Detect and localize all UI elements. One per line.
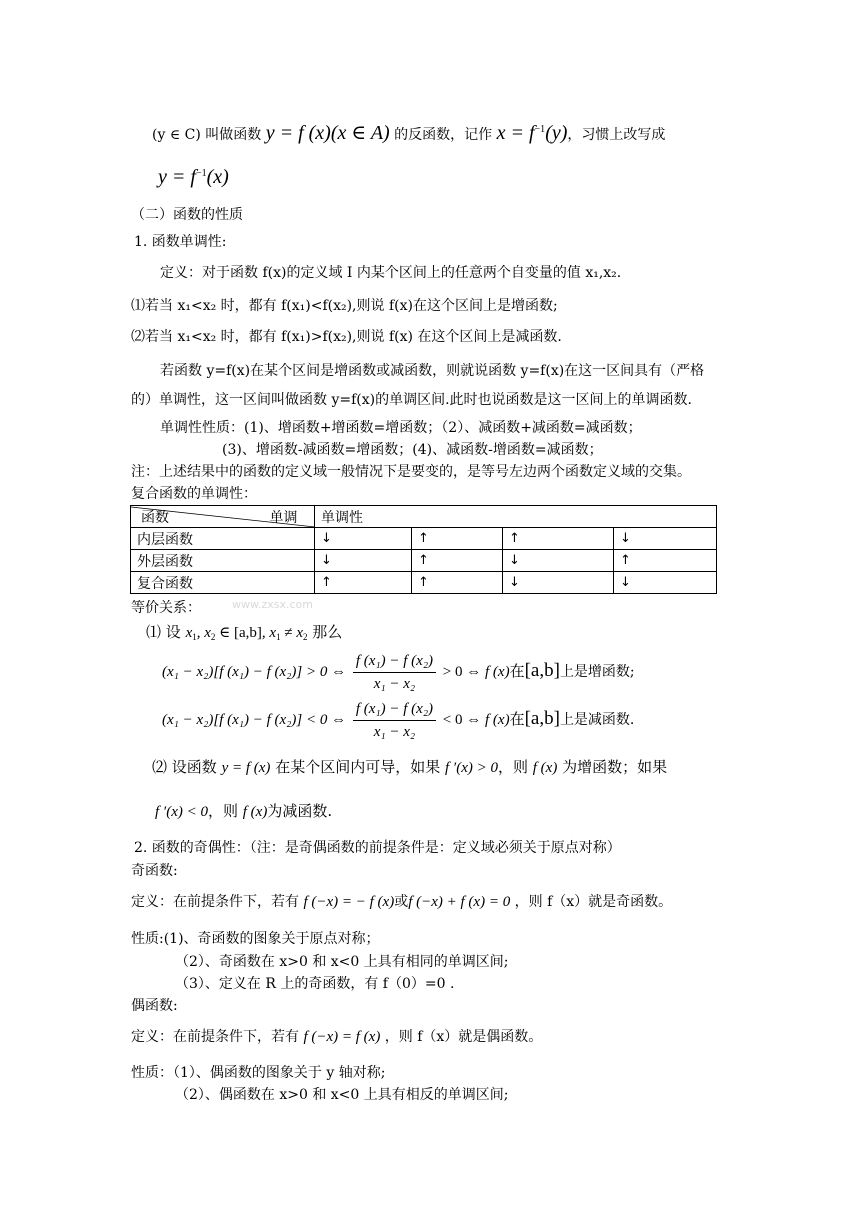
text-called-function: 叫做函数	[205, 127, 262, 143]
odd-function-title: 奇函数:	[131, 863, 178, 879]
difference-quotient: $\frac{\text{f (x₁) − f (x₂)}}{\text{x₁ − x₂}}$	[353, 652, 436, 693]
table-cell: ↑	[412, 550, 503, 572]
subsection-parity: 2. 函数的奇偶性：（注：是奇偶函数的前提条件是：定义域必须关于原点对称）	[134, 840, 621, 856]
table-cell: ↓	[503, 550, 614, 572]
monotonicity-definition: 定义：对于函数 f(x)的定义域 I 内某个区间上的任意两个自变量的值 x₁,x₂.	[160, 265, 622, 281]
header-monotone: 单调	[269, 509, 298, 526]
text-inverse-notation: 的反函数，记作	[394, 127, 493, 143]
subsection-monotonicity: 1. 函数单调性:	[134, 234, 227, 250]
table-cell: ↓	[503, 572, 614, 594]
odd-function-definition: 定义：在前提条件下，若有 f (−x) = − f (x)或f (−x) + f (x) = 0 ，则 f（x）就是奇函数。	[131, 894, 673, 910]
inverse-formula-y: $y = f^{-1}(x)$	[158, 166, 229, 188]
odd-property-3: （3）、定义在 R 上的奇函数，有 f（0）=0 .	[175, 976, 455, 992]
even-property-1: 性质：（1）、偶函数的图象关于 y 轴对称;	[131, 1065, 386, 1081]
monotonic-properties-line1: 单调性性质：(1)、增函数+增函数=增函数；（2）、减函数+减函数=减函数；	[160, 420, 642, 436]
inverse-formula-x: $x = f^{-1}(y)$	[496, 122, 568, 144]
domain-note: 注：上述结果中的函数的定义域一般情况下是要变的，是等号左边两个函数定义域的交集。	[131, 464, 691, 480]
function-formula: y = f (x)(x ∈ A)	[265, 122, 390, 144]
header-function: 函数	[141, 509, 169, 526]
table-cell: ↓	[614, 572, 717, 594]
table-cell: ↑	[315, 572, 412, 594]
monotonic-properties-line2: (3)、增函数-减函数=增函数；(4)、减函数-增函数=减函数；	[222, 442, 603, 458]
even-property-2: （2）、偶函数在 x>0 和 x<0 上具有相反的单调区间;	[175, 1087, 509, 1103]
monotonic-paragraph-line1: 若函数 y=f(x)在某个区间是增函数或减函数，则就说函数 y=f(x)在这一区间具有（严格	[160, 363, 705, 379]
table-cell: ↓	[614, 528, 717, 550]
codomain-condition: (y ∈ C)	[152, 127, 201, 143]
table-cell: ↑	[412, 572, 503, 594]
watermark: www.zxsx.com	[232, 598, 313, 611]
row-label-inner: 内层函数	[131, 528, 315, 550]
decreasing-condition: ⑵若当 x₁<x₂ 时，都有 f(x₁)>f(x₂),则说 f(x) 在这个区间上是减函数.	[131, 329, 562, 345]
section-heading-function-properties: （二）函数的性质	[131, 207, 243, 223]
odd-property-2: （2）、奇函数在 x>0 和 x<0 上具有相同的单调区间;	[175, 954, 509, 970]
table-row	[131, 550, 717, 572]
equivalence-title: 等价关系：	[131, 600, 201, 616]
row-label-outer: 外层函数	[131, 550, 315, 572]
monotonic-paragraph-line2: 的）单调性，这一区间叫做函数 y=f(x)的单调区间.此时也说函数是这一区间上的单调函数.	[131, 392, 692, 408]
table-row	[131, 572, 717, 594]
inverse-function-definition-line	[152, 118, 665, 147]
table-cell: ↓	[315, 550, 412, 572]
composite-monotonicity-title: 复合函数的单调性：	[131, 486, 257, 502]
even-function-title: 偶函数:	[131, 998, 178, 1014]
table-header-row	[131, 506, 717, 528]
table-cell: ↑	[412, 528, 503, 550]
table-cell: ↑	[614, 550, 717, 572]
text-rewrite-habit: ，习惯上改写成	[567, 127, 666, 143]
table-row	[131, 528, 717, 550]
equivalence-setup: ⑴ 设 $x_1$, $x_2$ ∈ [a,b], $x_1 \ne x_2$ 那么	[146, 623, 343, 642]
derivative-criterion-line1: ⑵ 设函数 y = f (x) 在某个区间内可导，如果 f ′(x) > 0，则 f (x) 为增函数；如果	[152, 758, 668, 776]
diagonal-header-cell	[131, 506, 315, 528]
even-function-definition: 定义：在前提条件下，若有 f (−x) = f (x) ，则 f（x）就是偶函数。	[131, 1029, 543, 1045]
odd-property-1: 性质:(1)、奇函数的图象关于原点对称；	[131, 931, 380, 947]
row-label-composite: 复合函数	[131, 572, 315, 594]
table-cell: ↓	[315, 528, 412, 550]
product-positive: (x₁ − x₂)[f (x₁) − f (x₂)] > 0	[162, 664, 328, 680]
equivalence-decreasing: (x₁ − x₂)[f (x₁) − f (x₂)] < 0 ⇔ $\frac{\text{f (x₁) − f (x₂)}}{\text{x₁ − x₂}}$ < 0 ⇔ f (x)在[a,b]上是减函数.	[162, 701, 635, 741]
table-cell: ↑	[503, 528, 614, 550]
derivative-criterion-line2: f ′(x) < 0，则 f (x)为减函数.	[155, 802, 333, 820]
equivalence-increasing: (x₁ − x₂)[f (x₁) − f (x₂)] > 0 ⇔ $\frac{\text{f (x₁) − f (x₂)}}{\text{x₁ − x₂}}$ > 0 ⇔ f (x)在[a,b]上是增函数;	[162, 653, 635, 693]
composite-monotonicity-table	[130, 505, 717, 594]
increasing-condition: ⑴若当 x₁<x₂ 时，都有 f(x₁)<f(x₂),则说 f(x)在这个区间上是增函数;	[131, 298, 558, 314]
product-negative: (x₁ − x₂)[f (x₁) − f (x₂)] < 0	[162, 712, 328, 728]
difference-quotient: $\frac{\text{f (x₁) − f (x₂)}}{\text{x₁ − x₂}}$	[353, 700, 436, 741]
header-monotonicity: 单调性	[315, 506, 717, 528]
